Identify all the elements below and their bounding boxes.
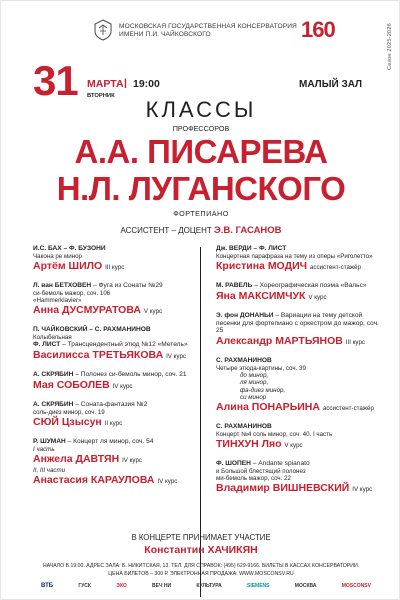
professor-name-1: А.А. ПИСАРЕВА [74,133,328,170]
program-item [216,282,386,304]
performer: Александр МАРТЬЯНОВ [216,335,343,348]
performer-year: ассистент-стажёр [322,405,374,412]
sponsor-logo: ГУСК [78,583,91,589]
composer-work: – Трансцендентный этюд №12 «Метель» [60,341,188,349]
performer-year: IV курс [122,456,142,464]
sponsor-logo: КУЛЬТУРА [196,583,222,589]
performer-year: III курс [345,339,365,347]
sponsor-logo: SIEMENS [247,583,270,589]
anniversary-logo [301,17,349,43]
program-item [33,326,203,363]
date-time: 19:00 [133,78,160,90]
program-left-column [33,245,203,496]
performer: Владимир ВИШНЕВСКИЙ [216,482,350,495]
performer-year: V курс [143,308,163,316]
performer-year: IV курс [112,382,133,390]
program-item [33,282,203,318]
season-label: Сезон 2025-2026 [387,23,393,71]
composer-work: – Andante spianato [250,460,310,467]
performer: СЮЙ Цзысун [33,415,102,428]
piece: и Большой блестящий полонез [216,467,306,475]
participate-label: В КОНЦЕРТЕ ПРИНИМАЕТ УЧАСТИЕ [131,533,271,542]
sponsor-logo: МОСКВА [294,583,317,589]
date-month: МАРТА [87,78,124,90]
composer: Дж. ВЕРДИ – Ф. ЛИСТ [216,245,287,252]
assistant-line [1,225,400,236]
composer-work: – Фуга из Сонаты №29 [91,282,163,289]
date-day: 31 [33,57,78,104]
performer: Кристина МОДИЧ [216,260,307,272]
sponsor-logo: MOSCONSV [341,583,371,589]
piece: Концертная парафраза на тему из оперы «Риголетто» [216,252,373,260]
venue-info: НАЧАЛО В 19:00. АДРЕС ЗАЛА: Б. НИКИТСКАЯ, 13. ТЕЛ. ДЛЯ СПРАВОК: (495) 629-9166. БИЛЕТЫ В КАССАХ КОНСЕРВАТОРИИ. [42,563,360,569]
program-item [216,460,386,496]
ticket-info: ЦЕНА БИЛЕТОВ – 300 Р. ЭЛЕКТРОННАЯ ПРОДАЖА: WWW.MOSCONSV.RU [108,571,294,577]
composer: А. СКРЯБИН [33,400,74,408]
performer: ТИНХУН Ляо [216,438,282,450]
hall-name: МАЛЫЙ ЗАЛ [299,79,363,90]
performer: Мая СОБОЛЕВ [33,378,110,391]
program-item [33,245,203,274]
program-item [33,371,203,393]
performer: Алина ПОНАРЬИНА [216,401,320,413]
date-weekday: ВТОРНИК [87,93,115,99]
performer-year: IV курс [352,486,373,494]
date-separator: | [124,77,127,89]
program-item [216,245,386,274]
piece-movement: ля минор, [240,379,269,387]
piece: Колыбельная [33,334,72,341]
instrument-label: ФОРТЕПИАНО [173,209,229,218]
composer: А. СКРЯБИН [33,371,74,378]
composer: С. РАХМАНИНОВ [216,357,272,365]
piece: Чакона ре минор [33,252,82,260]
composer-work: – Концерт ля минор, соч. 54 [65,437,154,445]
piece-movement: фа-диез минор, [240,386,286,394]
performer: Василисса ТРЕТЬЯКОВА [33,349,164,361]
sponsor-logo: ВЕЧ НИ [152,583,172,589]
piece: II, III части [33,466,66,474]
program-item [33,401,203,430]
composer: П. ЧАЙКОВСКИЙ – С. РАХМАНИНОВ [33,326,151,334]
composer-work: – Соната-фантазия №2 [73,400,148,408]
program-item [216,312,386,349]
piece-movement: си минор [240,393,267,401]
piece: Четыре этюда-картины, соч. 39 [216,364,306,372]
professor-name-2: Н.Л. ЛУГАНСКОГО [56,170,346,207]
assistant-name: Э.В. ГАСАНОВ [214,225,282,236]
piece: соль-диез минор, соч. 19 [33,408,105,416]
performer-year: II курс [104,419,123,427]
anniversary-number: 160 [301,17,335,42]
composer: Ф. ШОПЕН [216,460,251,467]
title-classes: КЛАССЫ [145,97,257,122]
performer: Анна ДУСМУРАТОВА [33,304,141,317]
piece-movement: до минор, [240,372,269,380]
title-professors: ПРОФЕССОРОВ [172,124,230,133]
performer: Анастасия КАРАУЛОВА [33,474,155,486]
composer-work: – Хореографическая поэма «Вальс» [252,282,367,289]
composer-work: – Вариации на тему детской песенки для фортепиано с оркестром до мажор, соч. 25 [216,311,379,335]
piece: ми-бемоль мажор, соч. 22 [216,475,291,482]
composer: И.С. БАХ – Ф. БУЗОНИ [33,245,106,252]
performer-year: ассистент-стажёр [309,264,361,271]
conservatory-crest-icon [93,19,113,41]
performer-year: V курс [308,293,327,301]
program-item [216,423,386,452]
composer: Э. фон ДОНАНЬИ [216,311,274,319]
composer-work: – Полонез си-бемоль минор, соч. 21 [73,371,187,378]
performer: Анжела ДАВТЯН [33,452,120,465]
performer-year: IV курс [157,478,178,485]
piece: I часть [33,445,55,453]
piece: си-бемоль мажор, соч. 106 [33,289,111,297]
program-right-column [216,245,386,504]
composer: С. РАХМАНИНОВ [216,423,272,430]
performer: Яна МАКСИМЧУК [216,289,306,302]
org-line-1: МОСКОВСКАЯ ГОСУДАРСТВЕННАЯ КОНСЕРВАТОРИЯ [119,23,297,30]
assistant-label: АССИСТЕНТ – ДОЦЕНТ [120,226,212,235]
sponsor-logo: ВТБ [41,583,54,589]
performer-year: IV курс [166,353,186,360]
program-item [216,357,386,415]
composer: Р. ШУМАН [33,437,66,445]
piece: «Hammerklavier» [33,297,82,304]
organization-name [119,23,299,40]
sponsor-logo: ЭХО [116,583,127,589]
program-item [33,438,203,488]
composer: Л. ван БЕТХОВЕН [33,282,92,289]
org-line-2: ИМЕНИ П.И. ЧАЙКОВСКОГО [119,31,211,39]
performer-year: V курс [284,442,303,449]
sponsor-logos [41,581,371,591]
participant-name: Константин ХАЧИКЯН [144,544,258,556]
composer: Ф. ЛИСТ [33,341,61,349]
performer-year: III курс [105,264,125,271]
composer: М. РАВЕЛЬ [216,282,253,289]
performer: Артём ШИЛО [33,260,103,272]
piece: Концерт №4 соль минор, соч. 40. I часть [216,430,333,438]
